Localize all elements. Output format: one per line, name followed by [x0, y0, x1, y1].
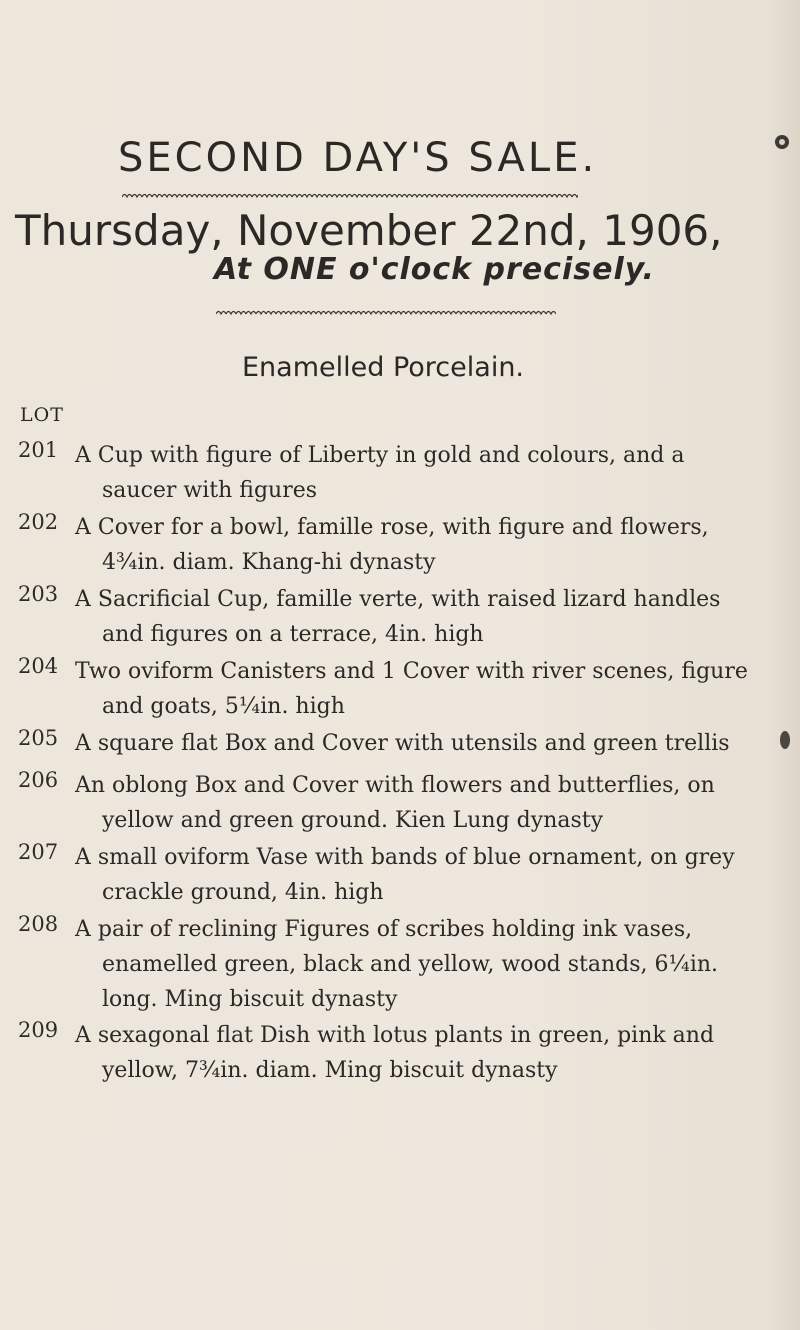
lot-number: 209 [18, 1018, 59, 1042]
lot-description-line: An oblong Box and Cover with flowers and butterflies, on [75, 773, 715, 798]
lot-description-line: enamelled green, black and yellow, wood stands, 6¼in. [102, 952, 719, 977]
lot-description-line: and goats, 5¼in. high [102, 694, 345, 719]
lot-description-line: Two oviform Canisters and 1 Cover with river scenes, figure [75, 659, 748, 684]
lot-description [75, 840, 775, 910]
lot-description [75, 726, 775, 761]
lot-column-header: LOT [20, 404, 64, 426]
lot-description-line: 4¾in. diam. Khang-hi dynasty [102, 550, 436, 575]
lot-description-line: A Cup with figure of Liberty in gold and colours, and a [75, 443, 685, 468]
lot-number: 205 [18, 726, 59, 750]
lot-number: 207 [18, 840, 59, 864]
lot-description-line: A pair of reclining Figures of scribes holding ink vases, [75, 917, 693, 942]
lot-description-line: saucer with figures [102, 478, 318, 503]
lot-description [75, 768, 775, 838]
section-title: Enamelled Porcelain. [242, 352, 525, 383]
lot-description-line: long. Ming biscuit dynasty [102, 987, 398, 1012]
lot-description-line: crackle ground, 4in. high [102, 880, 384, 905]
lot-description-line: A sexagonal flat Dish with lotus plants in green, pink and [75, 1023, 715, 1048]
lot-description-line: yellow and green ground. Kien Lung dynasty [102, 808, 604, 833]
lot-description [75, 1018, 775, 1088]
lot-description-line: A square flat Box and Cover with utensils and green trellis [75, 731, 730, 756]
decorative-rule-bottom [216, 308, 556, 316]
lot-description [75, 582, 775, 652]
lot-number: 208 [18, 912, 59, 936]
lot-number: 203 [18, 582, 59, 606]
paper-blemishes [760, 0, 800, 760]
lot-description-line: and figures on a terrace, 4in. high [102, 622, 484, 647]
lot-description [75, 912, 775, 1017]
sale-heading: SECOND DAY'S SALE. [118, 135, 598, 181]
lot-number: 206 [18, 768, 59, 792]
lot-description [75, 654, 775, 724]
sale-date: Thursday, November 22nd, 1906, [15, 206, 723, 255]
lot-number: 201 [18, 438, 59, 462]
lot-number: 202 [18, 510, 59, 534]
sale-time: At ONE o'clock precisely. [214, 252, 655, 287]
lot-description-line: A small oviform Vase with bands of blue ornament, on grey [75, 845, 735, 870]
lot-description [75, 438, 775, 508]
lot-description-line: A Cover for a bowl, famille rose, with figure and flowers, [75, 515, 709, 540]
lot-description [75, 510, 775, 580]
lot-description-line: A Sacrificial Cup, famille verte, with raised lizard handles [75, 587, 721, 612]
decorative-rule-top [122, 191, 578, 199]
lot-number: 204 [18, 654, 59, 678]
lot-description-line: yellow, 7¾in. diam. Ming biscuit dynasty [102, 1058, 558, 1083]
